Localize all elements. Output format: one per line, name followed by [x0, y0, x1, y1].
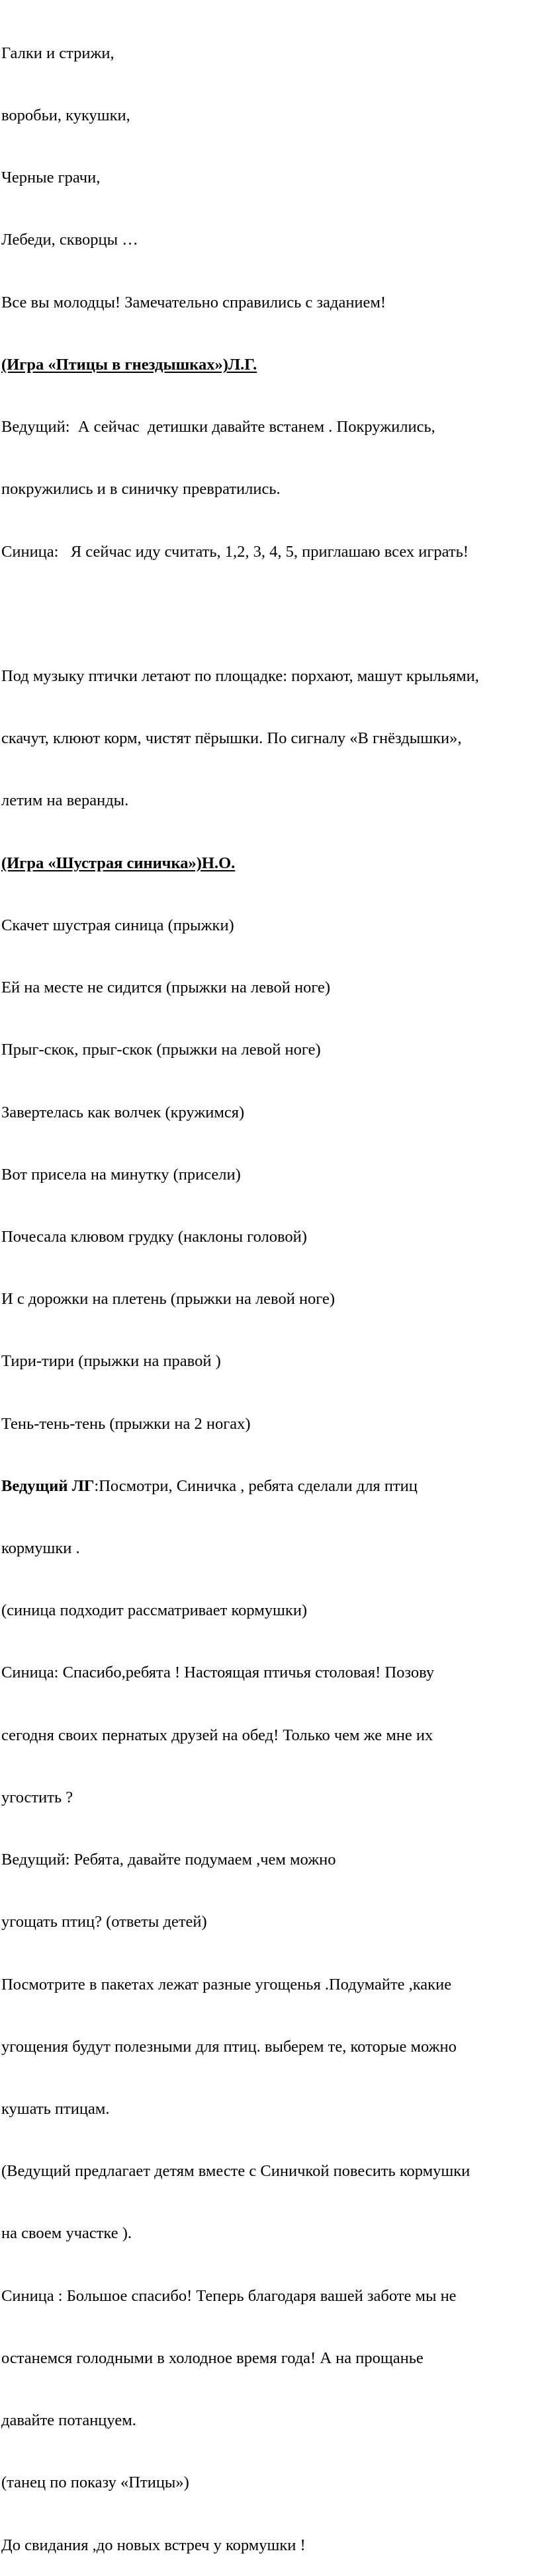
speaker-paragraph — [1, 1476, 539, 1496]
poem-line: Лебеди, скворцы … — [1, 231, 138, 249]
rhyme-line: Прыг-скок, прыг-скок (прыжки на левой ноге) — [1, 1041, 321, 1059]
rhyme-line: Тень-тень-тень (прыжки на 2 ногах) — [1, 1414, 251, 1433]
paragraph-line: До свидания ,до новых встреч у кормушки ! — [1, 2536, 306, 2554]
paragraph-line: покружились и в синичку превратились. — [1, 480, 281, 499]
blank-line — [1, 604, 539, 624]
paragraph-line: Ведущий: А сейчас детишки давайте встанем . Покружились, — [1, 418, 435, 436]
rhyme-line: Тири-тири (прыжки на правой ) — [1, 1352, 221, 1371]
paragraph-line: Синица: Я сейчас иду считать, 1,2, 3, 4, 5, приглашаю всех играть! — [1, 542, 469, 561]
poem-line: воробьи, кукушки, — [1, 106, 130, 125]
paragraph-line: угощать птиц? (ответы детей) — [1, 1913, 207, 1931]
rhyme-line: Вот присела на минутку (присели) — [1, 1165, 241, 1184]
rhyme-line: Ей на месте не сидится (прыжки на левой ноге) — [1, 979, 331, 997]
paragraph-line: на своем участке ). — [1, 2224, 132, 2243]
section-heading-birds-nests-game: (Игра «Птицы в гнездышках»)Л.Г. — [1, 355, 257, 374]
speaker-name: Ведущий ЛГ — [1, 1476, 95, 1495]
paragraph-line: сегодня своих пернатых друзей на обед! Только чем же мне их — [1, 1726, 433, 1744]
speaker-text: :Посмотри, Синичка , ребята сделали для птиц — [94, 1476, 418, 1495]
paragraph-line: (Ведущий предлагает детям вместе с Синичкой повесить кормушки — [1, 2162, 471, 2181]
poem-line: Черные грачи, — [1, 169, 101, 187]
paragraph-line: Ведущий: Ребята, давайте подумаем ,чем можно — [1, 1851, 336, 1869]
paragraph-line: кушать птицам. — [1, 2100, 110, 2118]
document-body — [1, 1, 539, 2576]
paragraph-line: Синица : Большое спасибо! Теперь благодаря вашей заботе мы не — [1, 2286, 457, 2305]
paragraph-line: Все вы молодцы! Замечательно справились с заданием! — [1, 293, 386, 311]
paragraph-line: скачут, клюют корм, чистят пёрышки. По сигналу «В гнёздышки», — [1, 729, 462, 748]
paragraph-line: летим на веранды. — [1, 791, 129, 810]
rhyme-line: Завертелась как волчек (кружимся) — [1, 1103, 245, 1121]
paragraph-line: давайте потанцуем. — [1, 2411, 136, 2430]
rhyme-line: Скачет шустрая синица (прыжки) — [1, 916, 234, 934]
paragraph-line: останемся голодными в холодное время года! А на прощанье — [1, 2349, 424, 2367]
rhyme-line: И с дорожки на плетень (прыжки на левой ноге) — [1, 1290, 336, 1308]
paragraph-line: Посмотрите в пакетах лежат разные угощенья .Подумайте ,какие — [1, 1975, 452, 1993]
poem-line: Галки и стрижи, — [1, 44, 114, 62]
paragraph-line: (танец по показу «Птицы») — [1, 2474, 189, 2492]
paragraph-line: угостить ? — [1, 1788, 73, 1806]
paragraph-line: кормушки . — [1, 1539, 80, 1558]
paragraph-line: Под музыку птички летают по площадке: порхают, машут крыльями, — [1, 666, 479, 685]
paragraph-line: Синица: Спасибо,ребята ! Настоящая птичья столовая! Позову — [1, 1664, 435, 1682]
section-heading-quick-titmouse-game: (Игра «Шустрая синичка»)Н.О. — [1, 854, 236, 872]
paragraph-line: (синица подходит рассматривает кормушки) — [1, 1601, 308, 1620]
rhyme-line: Почесала клювом грудку (наклоны головой) — [1, 1227, 307, 1246]
paragraph-line: угощения будут полезными для птиц. выберем те, которые можно — [1, 2037, 457, 2056]
